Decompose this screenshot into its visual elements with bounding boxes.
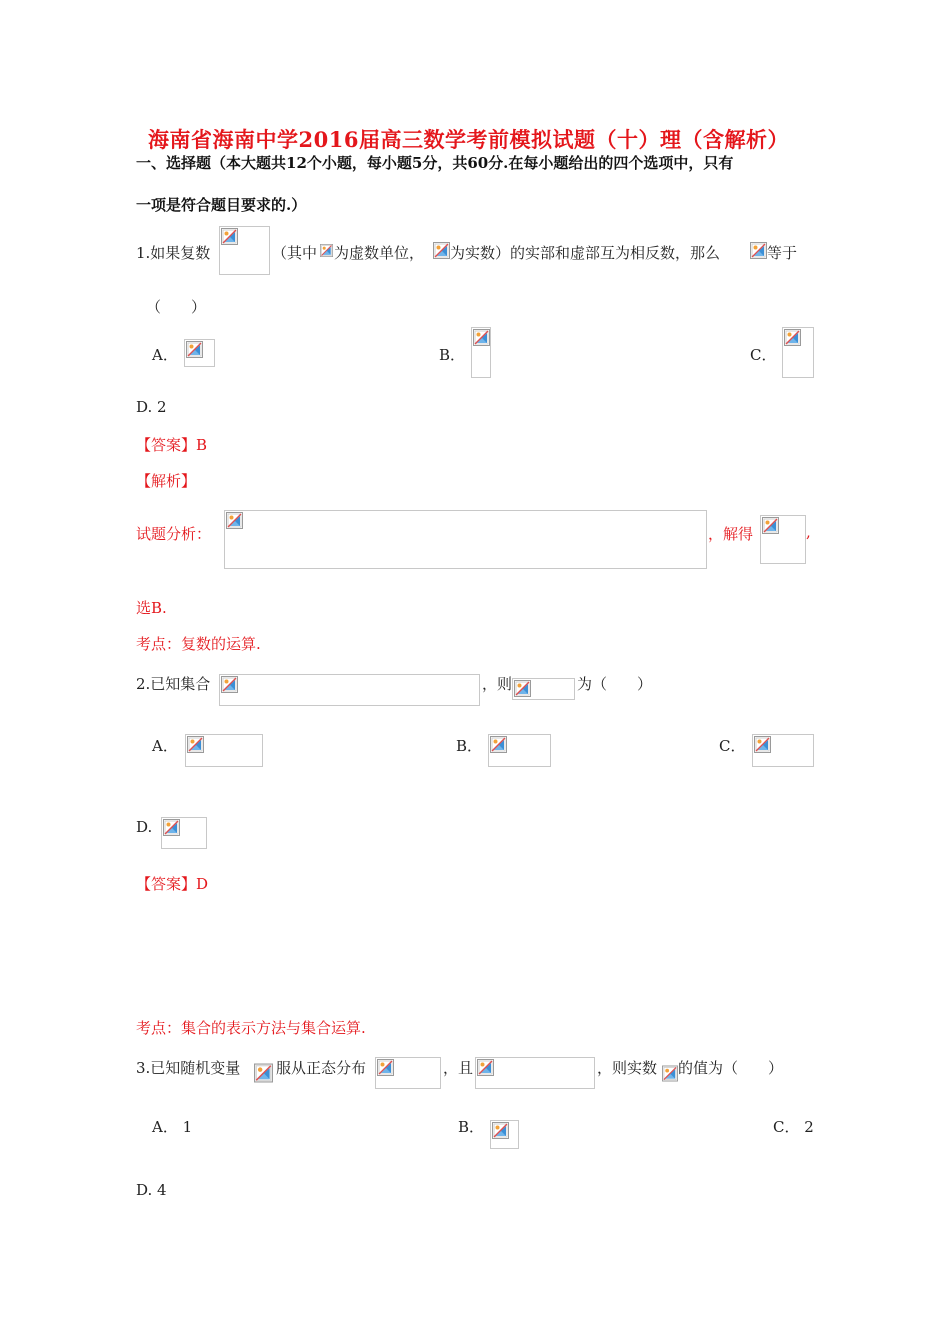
q1-option-c-image [782,327,814,378]
q2-kaodian: 考点：集合的表示方法与集合运算. [136,1019,366,1037]
q3-a-image [662,1064,678,1084]
broken-image-icon [784,329,801,346]
broken-image-icon [750,242,767,259]
q1-blank: （ ） [146,298,207,316]
q1-text-1: 1.如果复数 [136,244,211,262]
q1-text-5: 等于 [767,244,798,262]
q3-text-2: 服从正态分布 [276,1059,367,1077]
q2-option-b-label: B． [456,737,483,755]
q3-prob-formula [475,1057,595,1089]
q1-solve-formula [760,515,806,564]
q1-text-2: （其中 [272,244,318,262]
q2-text-2: ，则 [482,675,513,693]
q3-option-d: D. 4 [136,1181,167,1199]
q1-solve-text: ，解得 [708,525,754,543]
q2-option-c-image [752,734,814,767]
broken-image-icon [254,1063,273,1083]
q3-option-c: C． 2 [773,1118,814,1136]
q3-option-a: A． 1 [152,1118,193,1136]
section-heading: 一、选择题（本大题共12个小题，每小题5分，共60分.在每小题给出的四个选项中，只有 [136,154,734,172]
broken-image-icon [754,736,771,753]
broken-image-icon [187,736,204,753]
q1-formula-image [219,226,270,275]
q2-option-d-image [161,817,207,849]
q1-a2-image [750,241,767,261]
q2-option-d-label: D. [136,818,153,836]
q1-i-image [320,241,334,262]
q1-text-4: 为实数）的实部和虚部互为相反数，那么 [450,244,721,262]
broken-image-icon [186,341,203,358]
q1-analysis-formula [224,510,707,569]
q3-text-1: 3.已知随机变量 [136,1059,241,1077]
q2-option-c-label: C． [719,737,746,755]
q1-option-b-label: B． [439,346,466,364]
q2-option-a-label: A． [152,737,178,755]
q1-answer: 【答案】B [136,436,208,454]
q1-option-c-label: C． [750,346,777,364]
section-heading-cont: 一项是符合题目要求的.） [136,196,307,214]
q2-option-b-image [488,734,551,767]
q3-normal-formula [375,1057,441,1089]
q3-text-5: 的值为（ ） [678,1059,784,1077]
q3-xi-image [254,1062,274,1084]
document-title: 海南省海南中学2016届高三数学考前模拟试题（十）理（含解析） [148,127,789,152]
broken-image-icon [163,819,180,836]
q1-a-image [433,241,450,261]
broken-image-icon [226,512,243,529]
q2-set-formula [219,674,480,706]
q2-expr-image [512,678,575,700]
q1-option-b-image [471,327,491,378]
q1-option-d: D. 2 [136,398,167,416]
q2-text-1: 2.已知集合 [136,675,211,693]
broken-image-icon [320,242,333,259]
q3-text-3: ，且 [443,1059,474,1077]
q1-conclusion: 选B. [136,599,167,617]
q3-option-b-label: B． [458,1118,485,1136]
q1-text-3: 为虚数单位， [334,244,425,262]
broken-image-icon [221,228,238,245]
q1-option-a-image [184,339,215,367]
broken-image-icon [221,676,238,693]
q1-analysis-text: 试题分析： [136,525,212,543]
broken-image-icon [762,517,779,534]
broken-image-icon [492,1122,509,1139]
broken-image-icon [377,1059,394,1076]
q1-analysis-label: 【解析】 [136,472,197,490]
q2-text-3: 为（ ） [577,675,653,693]
q1-option-a-label: A． [152,346,178,364]
broken-image-icon [473,329,490,346]
broken-image-icon [514,680,531,697]
q1-kaodian: 考点：复数的运算. [136,635,261,653]
broken-image-icon [490,736,507,753]
broken-image-icon [477,1059,494,1076]
broken-image-icon [433,242,450,259]
q3-text-4: ，则实数 [597,1059,658,1077]
broken-image-icon [662,1065,678,1082]
q3-option-b-image [490,1120,519,1149]
q2-answer: 【答案】D [136,875,209,893]
q2-option-a-image [185,734,263,767]
q1-comma: , [806,523,811,541]
